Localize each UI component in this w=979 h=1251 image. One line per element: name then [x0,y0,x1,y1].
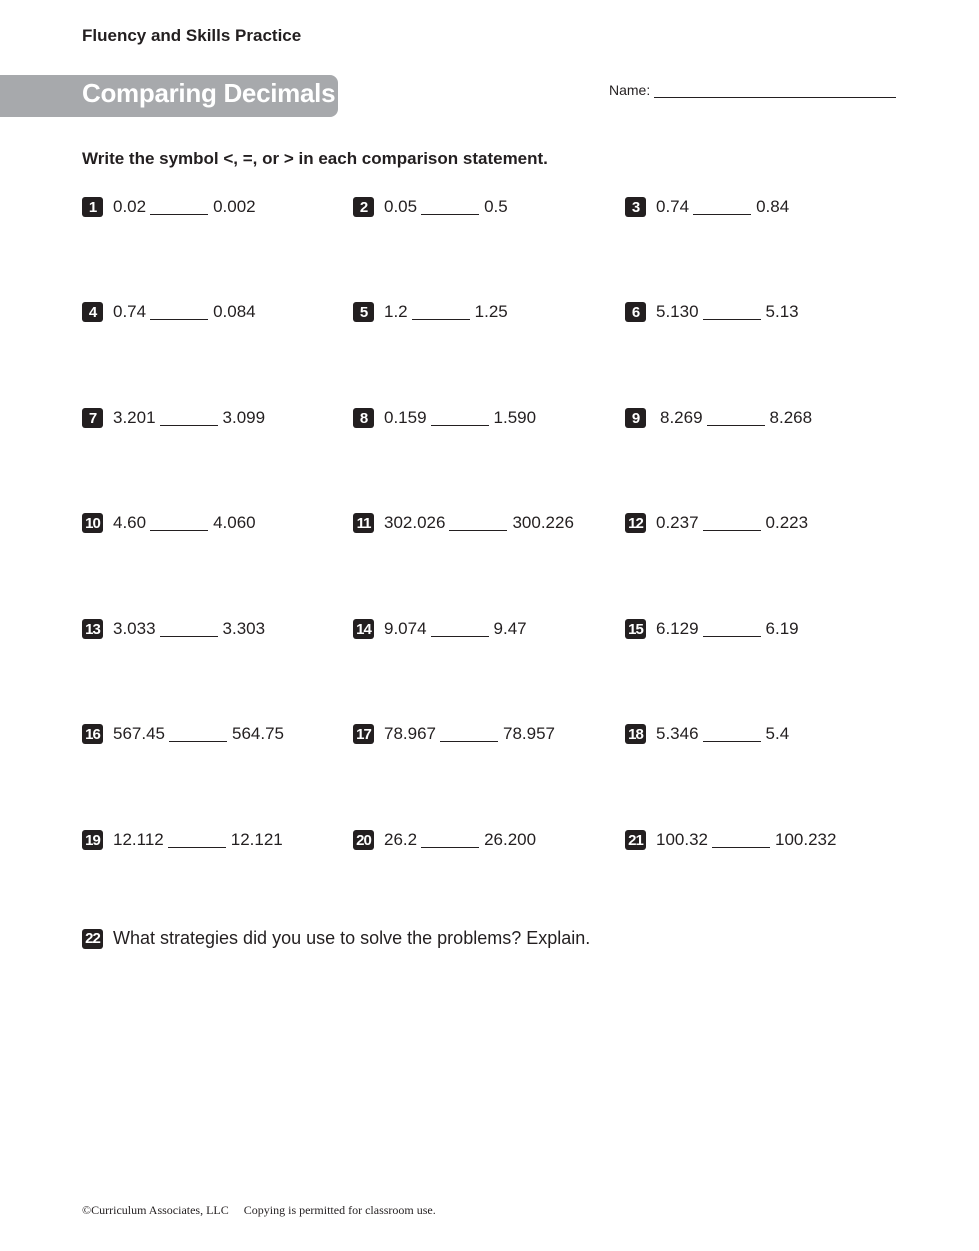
answer-blank[interactable] [160,622,218,637]
problem-13 [82,619,265,639]
problem-number-badge: 15 [625,619,646,639]
right-value: 0.5 [484,197,508,216]
left-value: 5.346 [656,724,699,743]
problem-number-badge: 20 [353,830,374,850]
left-value: 567.45 [113,724,165,743]
problem-number-badge: 10 [82,513,103,533]
right-value: 0.223 [765,513,809,532]
right-value: 26.200 [484,830,537,849]
copyright-text: ©Curriculum Associates, LLC [82,1203,229,1217]
right-value: 6.19 [765,619,799,638]
permission-text: Copying is permitted for classroom use. [243,1203,436,1217]
answer-blank[interactable] [412,305,470,320]
problem-12 [625,513,808,533]
left-value: 9.074 [384,619,427,638]
title-banner [0,75,338,117]
problem-20 [353,830,536,850]
problem-11 [353,513,574,533]
answer-blank[interactable] [150,516,208,531]
right-value: 0.084 [213,302,256,321]
answer-blank[interactable] [421,200,479,215]
question-22-text: What strategies did you use to solve the problems? Explain. [113,928,591,948]
answer-blank[interactable] [703,727,761,742]
problem-2 [353,197,508,217]
right-value: 12.121 [230,830,283,849]
question-22 [82,928,590,949]
problem-number-badge: 18 [625,724,646,744]
answer-blank[interactable] [440,727,498,742]
right-value: 8.268 [769,408,813,427]
problem-number-badge: 14 [353,619,374,639]
answer-blank[interactable] [431,411,489,426]
answer-blank[interactable] [707,411,765,426]
problem-9 [625,408,812,428]
right-value: 9.47 [493,619,527,638]
problem-1 [82,197,256,217]
left-value: 5.130 [656,302,699,321]
problem-6 [625,302,799,322]
answer-blank[interactable] [150,305,208,320]
problem-number-badge: 6 [625,302,646,322]
answer-blank[interactable] [168,833,226,848]
problem-5 [353,302,508,322]
answer-blank[interactable] [150,200,208,215]
problem-number-badge: 7 [82,408,103,428]
problem-number-badge: 12 [625,513,646,533]
problem-number-badge: 2 [353,197,374,217]
problem-number-badge: 5 [353,302,374,322]
answer-blank[interactable] [703,516,761,531]
right-value: 3.303 [222,619,266,638]
left-value: 26.2 [384,830,418,849]
footer [82,1203,436,1218]
problem-number-badge: 1 [82,197,103,217]
problem-19 [82,830,283,850]
left-value: 8.269 [660,408,703,427]
problem-8 [353,408,536,428]
left-value: 0.05 [384,197,418,216]
name-label: Name: [609,82,651,98]
left-value: 78.967 [384,724,436,743]
problem-18 [625,724,789,744]
answer-blank[interactable] [421,833,479,848]
right-value: 5.13 [765,302,799,321]
problem-15 [625,619,799,639]
problem-17 [353,724,555,744]
problem-16 [82,724,284,744]
right-value: 0.002 [213,197,256,216]
problem-number-badge: 4 [82,302,103,322]
problem-number-badge: 19 [82,830,103,850]
right-value: 0.84 [756,197,790,216]
name-line[interactable] [654,82,896,98]
problem-number-badge: 8 [353,408,374,428]
right-value: 1.590 [493,408,537,427]
page-title: Comparing Decimals [82,78,336,108]
series-label: Fluency and Skills Practice [82,26,302,45]
name-field [609,82,896,98]
right-value: 5.4 [765,724,790,743]
problem-3 [625,197,789,217]
problem-7 [82,408,265,428]
problem-21 [625,830,836,850]
answer-blank[interactable] [703,622,761,637]
problem-14 [353,619,527,639]
left-value: 6.129 [656,619,699,638]
left-value: 0.237 [656,513,699,532]
left-value: 100.32 [656,830,708,849]
answer-blank[interactable] [703,305,761,320]
left-value: 0.74 [113,302,147,321]
problem-number-badge: 21 [625,830,646,850]
problem-number-badge: 3 [625,197,646,217]
right-value: 3.099 [222,408,266,427]
problem-number-badge: 13 [82,619,103,639]
right-value: 300.226 [512,513,574,532]
left-value: 3.201 [113,408,156,427]
answer-blank[interactable] [712,833,770,848]
problem-number-badge: 11 [353,513,374,533]
left-value: 0.159 [384,408,427,427]
answer-blank[interactable] [160,411,218,426]
problem-number-badge: 9 [625,408,646,428]
left-value: 4.60 [113,513,147,532]
right-value: 1.25 [474,302,508,321]
left-value: 3.033 [113,619,156,638]
right-value: 78.957 [503,724,555,743]
left-value: 1.2 [384,302,408,321]
answer-blank[interactable] [449,516,507,531]
answer-blank[interactable] [693,200,751,215]
left-value: 302.026 [384,513,446,532]
left-value: 0.74 [656,197,690,216]
problem-number-badge: 22 [82,929,103,949]
right-value: 564.75 [232,724,284,743]
problem-number-badge: 17 [353,724,374,744]
problem-4 [82,302,256,322]
answer-blank[interactable] [431,622,489,637]
left-value: 0.02 [113,197,147,216]
problem-10 [82,513,256,533]
answer-blank[interactable] [169,727,227,742]
left-value: 12.112 [113,830,164,849]
right-value: 4.060 [213,513,256,532]
directions: Write the symbol <, =, or > in each comparison statement. [82,149,548,168]
problem-number-badge: 16 [82,724,103,744]
right-value: 100.232 [775,830,837,849]
